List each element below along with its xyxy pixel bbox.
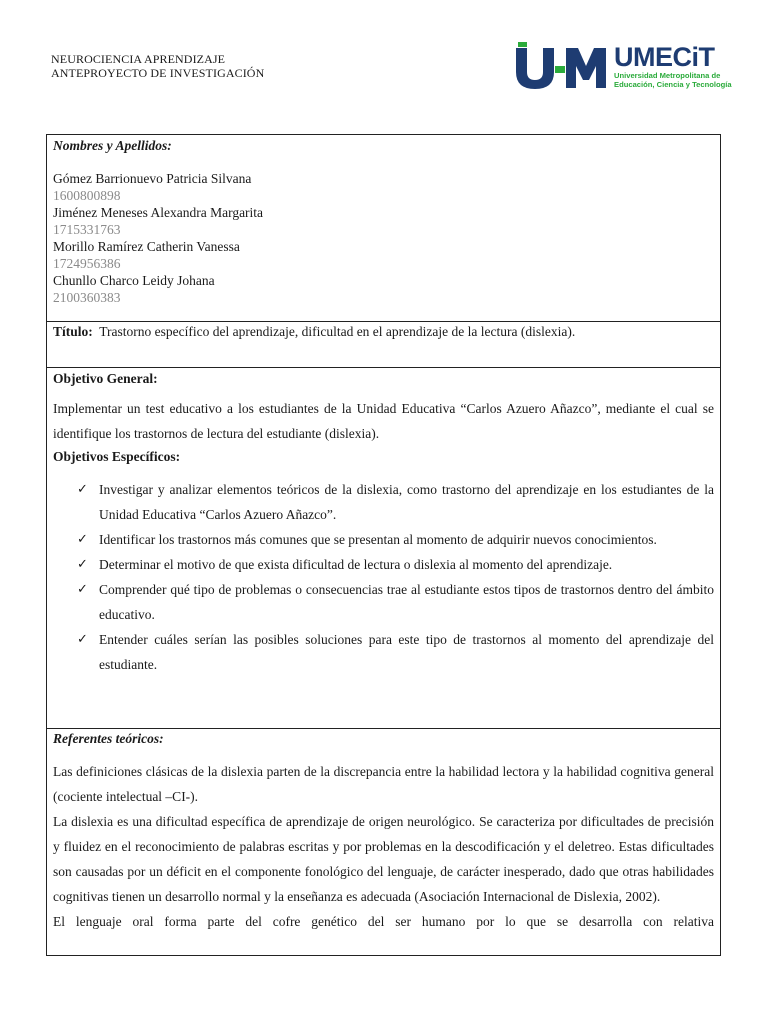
specific-objectives-list <box>53 477 714 677</box>
title-label: Título: <box>53 324 93 339</box>
title-cell <box>47 322 721 368</box>
person-id: 2100360383 <box>53 290 121 305</box>
um-logo-mark-icon <box>514 42 612 90</box>
names-label: Nombres y Apellidos: <box>53 138 172 153</box>
references-cell <box>47 729 721 956</box>
names-cell <box>47 135 721 322</box>
person-id: 1724956386 <box>53 256 121 271</box>
list-item: ✓ Identificar los trastornos más comunes que se presentan al momento de adquirir nuevos conocimientos. <box>53 527 714 552</box>
references-paragraph: La dislexia es una dificultad específica de aprendizaje de origen neurológico. Se caracteriza por dificultades de precisión y fluidez en el reconocimiento de palabras escritas y por problemas en la descodificación y el deletreo. Estas dificultades son causadas por un déficit en el componente fonológico del lenguaje, de carácter inesperado, dado que otras habilidades cognitivas tienen un desarrollo normal y la enseñanza es adecuada (Asociación Internacional de Dislexia, 2002). <box>53 814 714 904</box>
objectives-cell <box>47 368 721 729</box>
umecit-logo <box>514 42 732 90</box>
checkmark-icon: ✓ <box>77 557 88 572</box>
list-item: ✓ Comprender qué tipo de problemas o consecuencias trae al estudiante estos tipos de trastornos dentro del ámbito educativo. <box>53 577 714 627</box>
names-row <box>47 135 721 322</box>
person-name: Chunllo Charco Leidy Johana <box>53 273 215 288</box>
logo-wordmark <box>614 43 732 89</box>
specific-objectives-label: Objetivos Específicos: <box>53 449 181 464</box>
title-row <box>47 322 721 368</box>
checkmark-icon: ✓ <box>77 632 88 647</box>
header-line-2: ANTEPROYECTO DE INVESTIGACIÓN <box>51 66 265 80</box>
references-paragraph: El lenguaje oral forma parte del cofre genético del ser humano por lo que se desarrolla con relativa <box>53 914 714 929</box>
title-text: Trastorno específico del aprendizaje, dificultad en el aprendizaje de la lectura (dislexia). <box>99 324 576 339</box>
logo-name: UMECiT <box>614 42 715 72</box>
person-name: Morillo Ramírez Catherin Vanessa <box>53 239 240 254</box>
proposal-table <box>46 134 721 956</box>
logo-subtitle-1: Universidad Metropolitana de <box>614 71 721 80</box>
checkmark-icon: ✓ <box>77 482 88 497</box>
person-id: 1600800898 <box>53 188 121 203</box>
objectives-row <box>47 368 721 729</box>
checkmark-icon: ✓ <box>77 532 88 547</box>
list-item: ✓ Entender cuáles serían las posibles soluciones para este tipo de trastornos al momento del aprendizaje del estudiante. <box>53 627 714 677</box>
person-id: 1715331763 <box>53 222 121 237</box>
checkmark-icon: ✓ <box>77 582 88 597</box>
logo-subtitle-2: Educación, Ciencia y Tecnología <box>614 80 732 89</box>
references-row <box>47 729 721 956</box>
references-paragraph: Las definiciones clásicas de la dislexia parten de la discrepancia entre la habilidad lectora y la habilidad cognitiva general (cociente intelectual –CI-). <box>53 764 714 804</box>
header-line-1: NEUROCIENCIA APRENDIZAJE <box>51 52 226 66</box>
general-objective-text: Implementar un test educativo a los estudiantes de la Unidad Educativa “Carlos Azuero Añazco”, mediante el cual se identifique los trastornos de lectura del estudiante (dislexia). <box>53 401 714 441</box>
references-label: Referentes teóricos: <box>53 731 164 746</box>
document-header <box>51 52 264 80</box>
list-item: ✓ Determinar el motivo de que exista dificultad de lectura o dislexia al momento del aprendizaje. <box>53 552 714 577</box>
list-item: ✓ Investigar y analizar elementos teóricos de la dislexia, como trastorno del aprendizaje en los estudiantes de la Unidad Educativa “Carlos Azuero Añazco”. <box>53 477 714 527</box>
general-objective-label: Objetivo General: <box>53 371 158 386</box>
person-name: Gómez Barrionuevo Patricia Silvana <box>53 171 252 186</box>
person-name: Jiménez Meneses Alexandra Margarita <box>53 205 264 220</box>
